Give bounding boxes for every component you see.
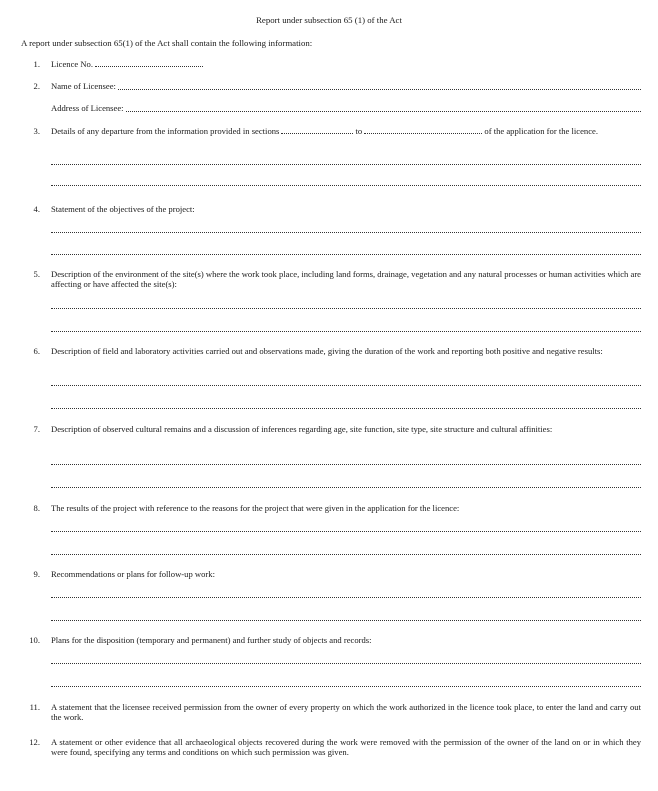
item-7-line-2[interactable] bbox=[51, 487, 641, 488]
licensee-name-label: Name of Licensee: bbox=[51, 81, 116, 91]
section-from-field[interactable] bbox=[281, 133, 353, 134]
licensee-name-field[interactable] bbox=[118, 89, 641, 90]
item-3-text bbox=[51, 127, 641, 137]
licence-no-label: Licence No. bbox=[51, 59, 93, 69]
licence-no-field[interactable] bbox=[95, 66, 203, 67]
item-12-text: A statement or other evidence that all archaeological objects recovered during the work were removed with the permission of the owner of the land on or in which they were found, specifying any terms and conditions on which such permission was given. bbox=[51, 737, 641, 757]
item-3-line-2[interactable] bbox=[51, 185, 641, 186]
licensee-address-field[interactable] bbox=[126, 111, 641, 112]
item-11-text: A statement that the licensee received permission from the owner of every property on which the work authorized in the licence took place, to enter the land and carry out the work. bbox=[51, 702, 641, 722]
item-6-text: Description of field and laboratory activities carried out and observations made, giving the duration of the work and reporting both positive and negative results: bbox=[51, 346, 603, 356]
item-12-number: 12. bbox=[29, 737, 40, 747]
item-5-number: 5. bbox=[33, 269, 40, 279]
item-2-address-row bbox=[51, 104, 641, 114]
item-8-line-2[interactable] bbox=[51, 554, 641, 555]
item-3-line-1[interactable] bbox=[51, 164, 641, 165]
item-8-text: The results of the project with reference to the reasons for the project that were given in the application for the licence: bbox=[51, 503, 460, 513]
item-11-number: 11. bbox=[29, 702, 40, 712]
item-6-line-2[interactable] bbox=[51, 408, 641, 409]
item-1-row bbox=[51, 60, 203, 70]
item-4-line-1[interactable] bbox=[51, 232, 641, 233]
item-2-row bbox=[51, 82, 641, 92]
item-3-number: 3. bbox=[33, 126, 40, 136]
item-6-line-1[interactable] bbox=[51, 385, 641, 386]
item-7-text: Description of observed cultural remains and a discussion of inferences regarding age, site function, site type, site structure and cultural affinities: bbox=[51, 424, 553, 434]
item-9-line-2[interactable] bbox=[51, 620, 641, 621]
item-10-text: Plans for the disposition (temporary and permanent) and further study of objects and records: bbox=[51, 635, 372, 645]
item-7-line-1[interactable] bbox=[51, 464, 641, 465]
licensee-address-label: Address of Licensee: bbox=[51, 103, 124, 113]
item-10-line-2[interactable] bbox=[51, 686, 641, 687]
item-9-number: 9. bbox=[33, 569, 40, 579]
page-title: Report under subsection 65 (1) of the Act bbox=[256, 15, 402, 25]
intro-text: A report under subsection 65(1) of the Act shall contain the following information: bbox=[21, 38, 313, 48]
item-10-number: 10. bbox=[29, 635, 40, 645]
item-3-text-b: to bbox=[355, 126, 363, 136]
item-5-text: Description of the environment of the site(s) where the work took place, including land forms, drainage, vegetation and any natural processes or human activities which are affecting or have affected the site(s): bbox=[51, 269, 641, 289]
item-7-number: 7. bbox=[33, 424, 40, 434]
item-8-number: 8. bbox=[33, 503, 40, 513]
item-4-line-2[interactable] bbox=[51, 254, 641, 255]
item-5-line-1[interactable] bbox=[51, 308, 641, 309]
item-10-line-1[interactable] bbox=[51, 663, 641, 664]
item-9-text: Recommendations or plans for follow-up work: bbox=[51, 569, 215, 579]
item-8-line-1[interactable] bbox=[51, 531, 641, 532]
item-6-number: 6. bbox=[33, 346, 40, 356]
item-3-text-a: Details of any departure from the information provided in sections bbox=[51, 126, 280, 136]
item-2-number: 2. bbox=[33, 81, 40, 91]
item-4-number: 4. bbox=[33, 204, 40, 214]
section-to-field[interactable] bbox=[364, 133, 482, 134]
item-4-text: Statement of the objectives of the project: bbox=[51, 204, 195, 214]
item-3-text-c: of the application for the licence. bbox=[484, 126, 598, 136]
item-5-line-2[interactable] bbox=[51, 331, 641, 332]
item-1-number: 1. bbox=[33, 59, 40, 69]
item-9-line-1[interactable] bbox=[51, 597, 641, 598]
